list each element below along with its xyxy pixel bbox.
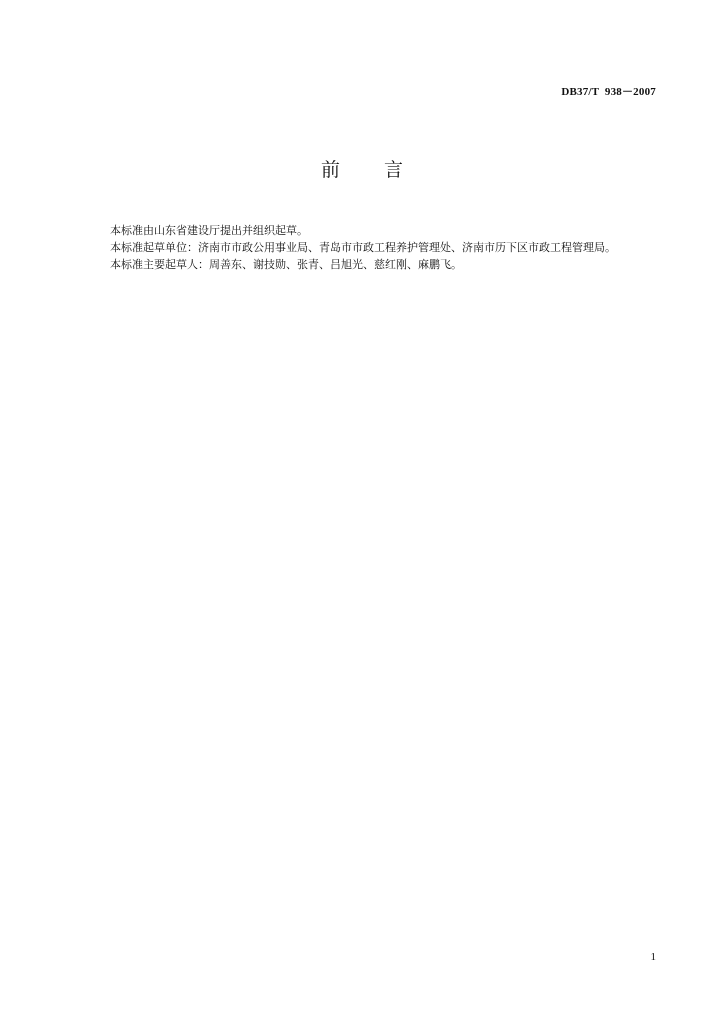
standard-code-header: DB37/T 938－2007	[561, 86, 656, 98]
paragraph-proposer: 本标准由山东省建设厅提出并组织起草。	[110, 224, 308, 237]
title-char-1: 前	[320, 159, 340, 181]
title-char-2: 言	[384, 159, 404, 181]
page-title	[0, 155, 724, 182]
paragraph-drafters: 本标准主要起草人：周善东、谢技勋、张青、吕旭光、慈红刚、麻鹏飞。	[110, 258, 462, 271]
page-number: 1	[650, 951, 656, 963]
foreword-body	[86, 222, 658, 273]
paragraph-drafting-units: 本标准起草单位：济南市市政公用事业局、青岛市市政工程养护管理处、济南市历下区市政工程管理局。	[110, 241, 616, 254]
